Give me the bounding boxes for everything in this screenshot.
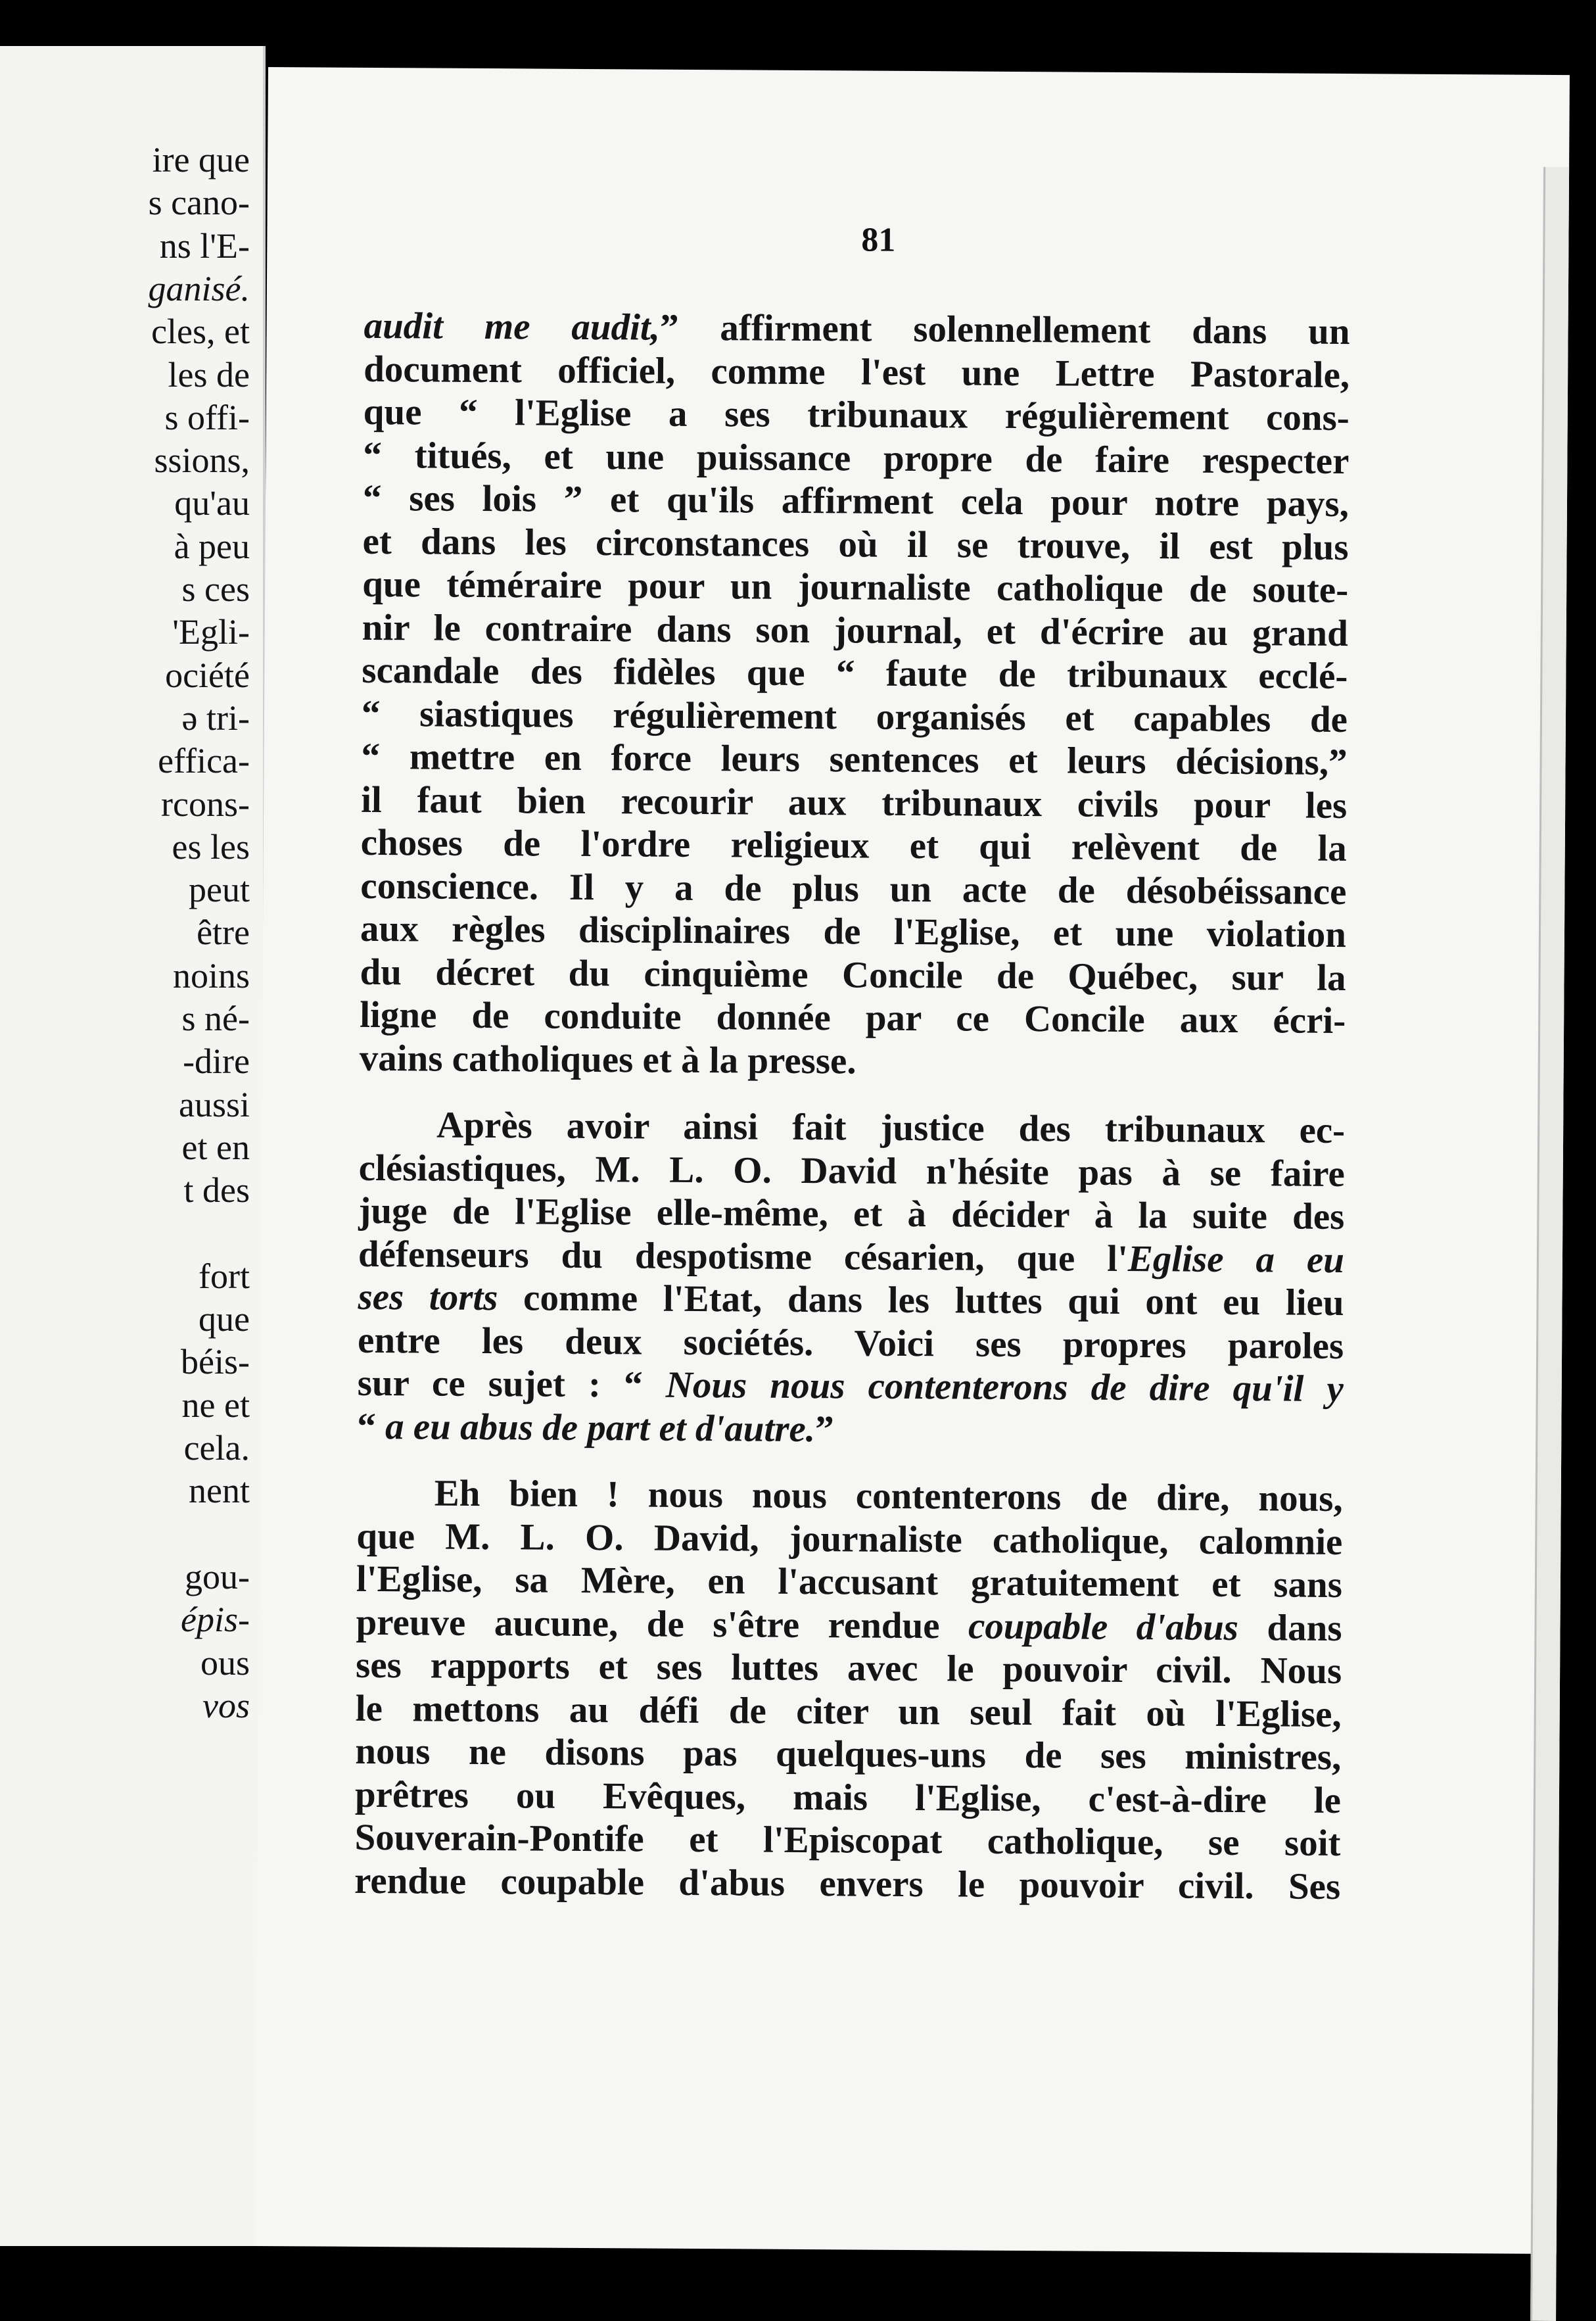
current-page bbox=[255, 67, 1570, 2254]
text-run: ” affirment solennellement dans un bbox=[659, 306, 1350, 353]
text-run: et dans les circonstances où il se trouve, il est plus bbox=[362, 520, 1349, 568]
previous-page-line: aussi bbox=[179, 1084, 250, 1124]
text-line bbox=[361, 735, 1347, 784]
text-line bbox=[355, 1730, 1341, 1779]
previous-page-line: être bbox=[197, 913, 250, 953]
text-line bbox=[358, 1232, 1344, 1281]
previous-page-line: s offi- bbox=[164, 397, 250, 437]
text-run: “ bbox=[357, 1405, 386, 1447]
text-line bbox=[361, 778, 1347, 827]
previous-page-line: cela. bbox=[183, 1428, 250, 1468]
previous-page-line: s cano- bbox=[148, 183, 250, 223]
previous-page-line: ə tri- bbox=[181, 698, 250, 738]
text-run: ses rapports et ses luttes avec le pouvoir civil. Nous bbox=[355, 1644, 1342, 1692]
previous-page-line: rcons- bbox=[161, 784, 250, 824]
previous-page-line: ne et bbox=[181, 1385, 250, 1425]
previous-page-line: béis- bbox=[181, 1342, 250, 1382]
previous-page-line: effica- bbox=[158, 741, 250, 781]
text-line bbox=[359, 1103, 1345, 1153]
previous-page-line: qu'au bbox=[174, 483, 250, 523]
previous-page-line: ns l'E- bbox=[159, 226, 250, 266]
previous-page-line: et en bbox=[181, 1127, 250, 1167]
text-run: scandale des fidèles que “ faute de tribunaux ecclé- bbox=[362, 649, 1348, 698]
previous-page-line: que bbox=[199, 1299, 250, 1339]
text-run: que “ l'Eglise a ses tribunaux régulièrement cons- bbox=[363, 391, 1350, 439]
text-line bbox=[357, 1404, 1343, 1454]
previous-page-line: fort bbox=[199, 1256, 250, 1296]
text-line bbox=[363, 433, 1349, 483]
text-run: “ titués, et une puissance propre de faire respecter bbox=[363, 434, 1350, 482]
text-line bbox=[362, 563, 1348, 612]
previous-page-line: ociété bbox=[165, 655, 250, 695]
text-line bbox=[364, 391, 1350, 440]
previous-page-line: peut bbox=[189, 870, 250, 910]
text-run: sur ce sujet : “ bbox=[357, 1362, 666, 1406]
text-line bbox=[357, 1472, 1343, 1521]
text-run: “ mettre en force leurs sentences et leurs décisions,” bbox=[361, 735, 1348, 784]
text-line bbox=[360, 1036, 1346, 1086]
text-run: nir le contraire dans son journal, et d'écrire au grand bbox=[362, 606, 1348, 654]
text-run: nous ne disons pas quelques-uns de ses ministres, bbox=[355, 1730, 1342, 1779]
italic-text: audit me audit, bbox=[364, 304, 661, 348]
text-run: choses de l'ordre religieux et qui relèvent de la bbox=[360, 821, 1347, 870]
italic-text: ses torts bbox=[358, 1276, 498, 1319]
text-run: défenseurs du despotisme césarien, que l' bbox=[358, 1233, 1129, 1280]
text-run: aux règles disciplinaires de l'Eglise, et une violation bbox=[360, 907, 1347, 956]
text-line bbox=[354, 1816, 1340, 1865]
text-line bbox=[356, 1687, 1342, 1736]
text-line bbox=[363, 477, 1349, 526]
text-run: que M. L. O. David, journaliste catholique, calomnie bbox=[356, 1515, 1343, 1563]
previous-page-line: s né- bbox=[181, 999, 250, 1038]
text-run: il faut bien recourir aux tribunaux civils pour les bbox=[361, 778, 1348, 826]
previous-page-line: ire que bbox=[152, 140, 250, 179]
text-run: entre les deux sociétés. Voici ses propres paroles bbox=[357, 1319, 1344, 1367]
text-run: conscience. Il y a de plus un acte de désobéissance bbox=[360, 865, 1347, 913]
page-number: 81 bbox=[861, 221, 896, 259]
text-run: du décret du cinquième Concile de Québec, sur la bbox=[360, 951, 1346, 999]
italic-text: coupable d'abus bbox=[968, 1605, 1239, 1648]
text-line bbox=[360, 864, 1346, 913]
text-run: vains catholiques et à la presse. bbox=[359, 1037, 857, 1082]
page-edge bbox=[1530, 167, 1569, 2321]
text-line bbox=[356, 1644, 1342, 1693]
text-line bbox=[358, 1318, 1344, 1368]
italic-text: Nous nous contenterons de dire qu'il y bbox=[665, 1364, 1344, 1410]
previous-page-line: vos bbox=[202, 1685, 250, 1725]
text-run: “ siastiques régulièrement organisés et capables de bbox=[361, 692, 1348, 740]
text-run: Après avoir ainsi fait justice des tribunaux ec- bbox=[436, 1104, 1346, 1152]
text-run: preuve aucune, de s'être rendue bbox=[356, 1601, 969, 1647]
text-run: ligne de conduite donnée par ce Concile aux écri- bbox=[360, 993, 1346, 1042]
previous-page bbox=[0, 46, 266, 2246]
text-run: ” bbox=[814, 1408, 834, 1450]
text-run: comme l'Etat, dans les luttes qui ont eu lieu bbox=[498, 1277, 1344, 1324]
previous-page-line: es les bbox=[172, 826, 250, 867]
previous-page-line: cles, et bbox=[151, 312, 250, 352]
previous-page-line: ganisé. bbox=[148, 268, 250, 308]
text-run: rendue coupable d'abus envers le pouvoir civil. Ses bbox=[354, 1859, 1341, 1907]
previous-page-line: à peu bbox=[174, 526, 250, 566]
previous-page-line: ssions, bbox=[154, 441, 250, 481]
text-line bbox=[360, 993, 1346, 1043]
italic-text: Eglise a eu bbox=[1127, 1237, 1345, 1281]
text-line bbox=[356, 1600, 1342, 1650]
previous-page-line: nent bbox=[189, 1471, 250, 1511]
previous-page-line: s ces bbox=[181, 569, 250, 609]
previous-page-line: noins bbox=[172, 955, 250, 995]
text-run: document officiel, comme l'est une Lettre Pastorale, bbox=[364, 348, 1350, 396]
text-line bbox=[358, 1189, 1344, 1239]
text-run: Eh bien ! nous nous contenterons de dire, nous, bbox=[434, 1472, 1343, 1520]
text-line bbox=[361, 821, 1347, 871]
text-run: dans bbox=[1238, 1606, 1342, 1649]
previous-page-line: -dire bbox=[183, 1041, 250, 1082]
text-run: le mettons au défi de citer un seul fait où l'Eglise, bbox=[355, 1687, 1342, 1735]
text-line bbox=[355, 1773, 1341, 1822]
text-run: Souverain-Pontife et l'Episcopat catholique, se soit bbox=[354, 1816, 1341, 1865]
text-line bbox=[362, 606, 1348, 655]
previous-page-line: ous bbox=[200, 1642, 250, 1683]
text-line bbox=[360, 950, 1346, 999]
text-run: que téméraire pour un journaliste catholique de soute- bbox=[362, 563, 1349, 611]
previous-page-line: les de bbox=[168, 354, 250, 395]
text-line bbox=[358, 1362, 1344, 1411]
text-line bbox=[362, 692, 1348, 741]
text-run: “ ses lois ” et qu'ils affirment cela pour notre pays, bbox=[362, 477, 1350, 525]
text-line bbox=[356, 1514, 1342, 1564]
text-run: juge de l'Eglise elle-même, et à décider à la suite des bbox=[358, 1189, 1345, 1238]
text-line bbox=[360, 907, 1346, 957]
text-line bbox=[356, 1558, 1342, 1607]
italic-text: a eu abus de part et d'autre. bbox=[385, 1405, 816, 1450]
text-line bbox=[364, 347, 1350, 396]
page-text bbox=[354, 304, 1350, 1908]
text-run: prêtres ou Evêques, mais l'Eglise, c'est-à-dire le bbox=[354, 1773, 1342, 1821]
previous-page-line: gou- bbox=[185, 1556, 250, 1596]
text-line bbox=[359, 1146, 1345, 1195]
text-run: l'Eglise, sa Mère, en l'accusant gratuitement et sans bbox=[356, 1558, 1343, 1606]
text-line bbox=[362, 519, 1348, 569]
text-line bbox=[358, 1276, 1344, 1325]
text-run: clésiastiques, M. L. O. David n'hésite pas à se faire bbox=[358, 1147, 1345, 1195]
text-line bbox=[364, 304, 1350, 354]
text-line bbox=[354, 1859, 1340, 1908]
previous-page-line: 'Egli- bbox=[172, 612, 250, 652]
previous-page-line: épis- bbox=[181, 1600, 250, 1640]
text-line bbox=[362, 649, 1348, 698]
previous-page-line: t des bbox=[183, 1170, 250, 1210]
